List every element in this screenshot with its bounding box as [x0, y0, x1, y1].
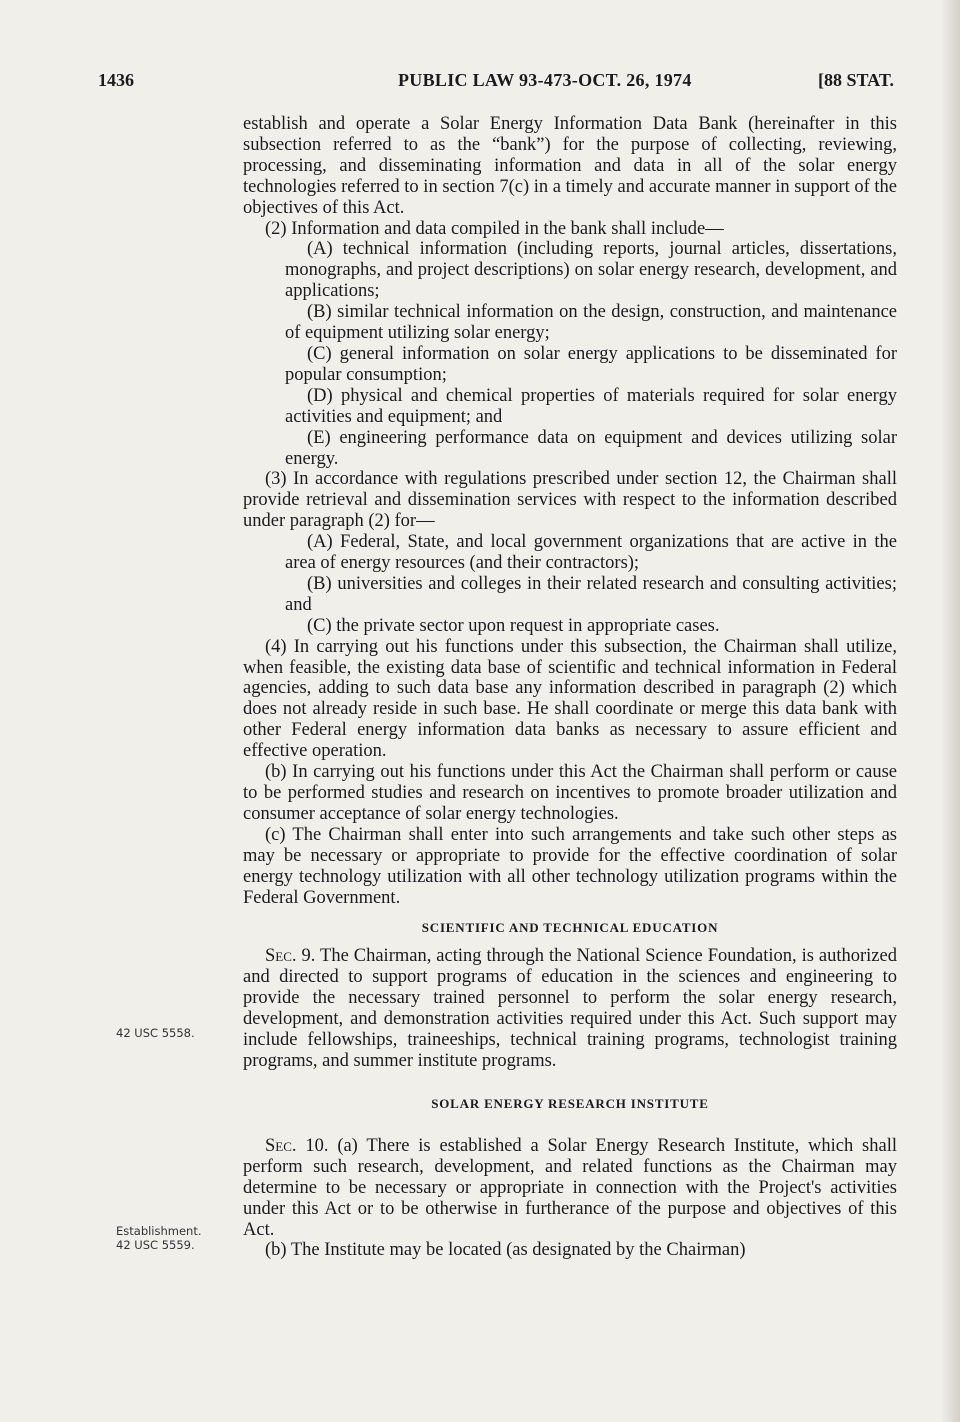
section-10-text	[243, 1136, 897, 1241]
list-item: (B) similar technical information on the design, construction, and maintenance of equipment utilizing solar energy;	[285, 302, 897, 344]
section-label: Sec. 10.	[265, 1135, 329, 1156]
paragraph: (2) Information and data compiled in the bank shall include—	[265, 218, 724, 239]
margin-note-usc-5559: 42 USC 5559.	[116, 1238, 195, 1252]
section-body: The Chairman, acting through the National Science Foundation, is authorized and directed to support programs of education in the sciences and engineering to provide the necessary trained personnel to perform the solar energy research, development, and demonstration activities required under this Act. Such support may include fellowships, traineeships, technical training programs, technologist training programs, and summer institute programs.	[243, 946, 897, 1071]
margin-note-establishment	[116, 1224, 202, 1252]
paragraph: (3) In accordance with regulations prescribed under section 12, the Chairman shall provide retrieval and dissemination services with respect to the information described under paragraph (2) for—	[243, 469, 897, 532]
section-body: (a) There is established a Solar Energy Research Institute, which shall perform such research, development, and related functions as the Chairman may determine to be necessary or appropriate in connection with the Project's activities under this Act or to be otherwise in furtherance of the purpose and objectives of this Act.	[243, 1135, 897, 1240]
page-number: 1436	[98, 70, 134, 90]
list-item: (A) technical information (including reports, journal articles, dissertations, monographs, and project descriptions) on solar energy research, development, and applications;	[285, 239, 897, 302]
list-item: (B) universities and colleges in their related research and consulting activities; and	[285, 573, 897, 615]
margin-note-label: Establishment.	[116, 1224, 202, 1238]
paragraph: (b) The Institute may be located (as designated by the Chairman)	[265, 1240, 746, 1261]
section-heading: SOLAR ENERGY RESEARCH INSTITUTE	[431, 1095, 709, 1111]
paragraph: (4) In carrying out his functions under this subsection, the Chairman shall utilize, when feasible, the existing data base of scientific and technical information in Federal agencies, adding to such data base any information described in paragraph (2) which does not already reside in such base. He shall coordinate or merge this data bank with other Federal energy information data banks as necessary to assure efficient and effective operation.	[243, 636, 897, 762]
document-body	[243, 114, 897, 1261]
list-item: (A) Federal, State, and local government organizations that are active in the area of energy resources (and their contractors);	[285, 532, 897, 574]
list-item: (C) the private sector upon request in appropriate cases.	[307, 615, 720, 636]
section-heading: SCIENTIFIC AND TECHNICAL EDUCATION	[421, 920, 719, 936]
list-item: (D) physical and chemical properties of materials required for solar energy activities and equipment; and	[285, 385, 897, 427]
paragraph: (b) In carrying out his functions under this Act the Chairman shall perform or cause to be performed studies and research on incentives to promote broader utilization and consumer acceptance of solar energy technologies.	[243, 762, 897, 824]
page-edge-shadow	[942, 0, 960, 1422]
paragraph: (c) The Chairman shall enter into such arrangements and take such other steps as may be necessary or appropriate to provide for the effective coordination of solar energy technology utilization with all other technology utilization programs within the Federal Government.	[243, 824, 897, 908]
section-9-text	[243, 946, 897, 1071]
page-header	[98, 70, 894, 100]
section-label: Sec. 9.	[265, 946, 316, 967]
volume-citation: [88 STAT.	[817, 70, 894, 90]
margin-note-usc-5558: 42 USC 5558.	[116, 1026, 195, 1040]
list-item: (E) engineering performance data on equipment and devices utilizing solar energy.	[285, 427, 897, 469]
running-head: PUBLIC LAW 93-473-OCT. 26, 1974	[398, 70, 692, 90]
list-item: (C) general information on solar energy applications to be disseminated for popular consumption;	[285, 343, 897, 385]
paragraph: establish and operate a Solar Energy Information Data Bank (hereinafter in this subsection referred to as the “bank”) for the purpose of collecting, reviewing, processing, and disseminating information and data in all of the solar energy technologies referred to in section 7(c) in a timely and accurate manner in support of the objectives of this Act.	[243, 114, 897, 218]
